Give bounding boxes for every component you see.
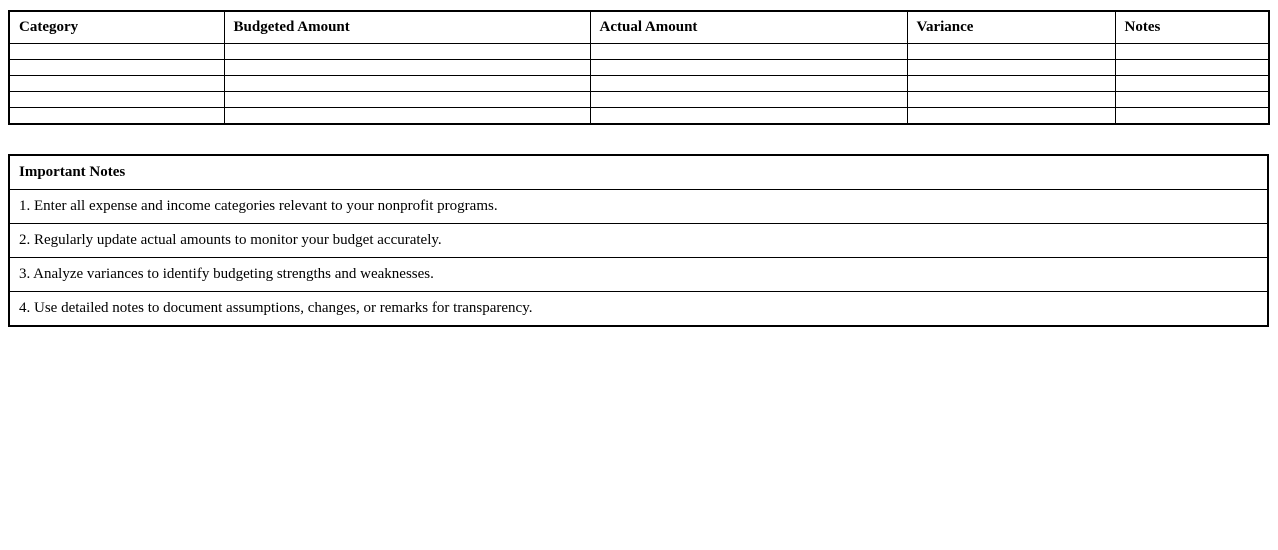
budget-cell bbox=[590, 108, 907, 125]
budget-cell bbox=[224, 92, 590, 108]
budget-cell bbox=[907, 92, 1115, 108]
note-row bbox=[9, 224, 1268, 258]
budget-cell bbox=[590, 44, 907, 60]
budget-cell bbox=[590, 92, 907, 108]
budget-cell bbox=[224, 44, 590, 60]
budget-cell bbox=[907, 108, 1115, 125]
budget-cell bbox=[1115, 108, 1269, 125]
budget-cell bbox=[1115, 44, 1269, 60]
note-row bbox=[9, 258, 1268, 292]
budget-cell bbox=[907, 76, 1115, 92]
note-item: 4. Use detailed notes to document assumptions, changes, or remarks for transparency. bbox=[9, 292, 1268, 327]
budget-cell bbox=[1115, 60, 1269, 76]
budget-cell bbox=[224, 76, 590, 92]
budget-cell bbox=[590, 60, 907, 76]
budget-table-row bbox=[9, 108, 1269, 125]
budget-cell bbox=[9, 92, 224, 108]
note-item: 3. Analyze variances to identify budgeting strengths and weaknesses. bbox=[9, 258, 1268, 292]
budget-cell bbox=[1115, 76, 1269, 92]
note-row bbox=[9, 190, 1268, 224]
budget-table-row bbox=[9, 60, 1269, 76]
budget-header-budgeted-amount: Budgeted Amount bbox=[224, 11, 590, 44]
budget-cell bbox=[1115, 92, 1269, 108]
budget-header-category: Category bbox=[9, 11, 224, 44]
budget-cell bbox=[9, 76, 224, 92]
budget-cell bbox=[9, 60, 224, 76]
budget-header-notes: Notes bbox=[1115, 11, 1269, 44]
budget-cell bbox=[224, 108, 590, 125]
note-item: 1. Enter all expense and income categories relevant to your nonprofit programs. bbox=[9, 190, 1268, 224]
budget-cell bbox=[590, 76, 907, 92]
important-notes-title: Important Notes bbox=[9, 155, 1268, 190]
budget-table-row bbox=[9, 76, 1269, 92]
budget-cell bbox=[9, 108, 224, 125]
budget-table bbox=[8, 10, 1270, 125]
note-row bbox=[9, 292, 1268, 327]
important-notes-header-row bbox=[9, 155, 1268, 190]
budget-header-actual-amount: Actual Amount bbox=[590, 11, 907, 44]
budget-header-row bbox=[9, 11, 1269, 44]
budget-cell bbox=[9, 44, 224, 60]
important-notes-table bbox=[8, 154, 1269, 327]
budget-table-row bbox=[9, 44, 1269, 60]
budget-cell bbox=[224, 60, 590, 76]
budget-cell bbox=[907, 44, 1115, 60]
budget-cell bbox=[907, 60, 1115, 76]
budget-table-row bbox=[9, 92, 1269, 108]
budget-header-variance: Variance bbox=[907, 11, 1115, 44]
note-item: 2. Regularly update actual amounts to monitor your budget accurately. bbox=[9, 224, 1268, 258]
